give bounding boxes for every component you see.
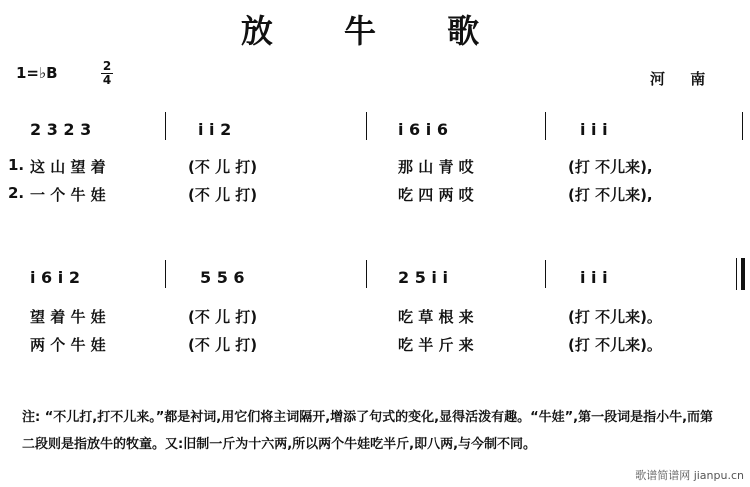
key-signature: 1=♭B (16, 64, 58, 82)
barline (165, 112, 166, 140)
barline (545, 260, 546, 288)
song-title: 放 牛 歌 (240, 12, 510, 50)
s1-measure4-notes: i i i (580, 120, 608, 139)
s2-measure4-notes: i i i (580, 268, 608, 287)
verse1-number: 1. (8, 156, 25, 174)
barline (165, 260, 166, 288)
barline (545, 112, 546, 140)
s2-v2-m3: 吃 半 斤 来 (398, 336, 474, 354)
s1-measure2-notes: i i 2 (198, 120, 232, 139)
final-barline-thin (736, 258, 737, 290)
s1-v1-m2: (不 儿 打) (188, 158, 258, 176)
verse2-number: 2. (8, 184, 25, 202)
time-signature-top: 2 (102, 59, 112, 73)
s1-v1-m3: 那 山 青 哎 (398, 158, 474, 176)
barline (742, 112, 743, 140)
time-signature (100, 60, 114, 87)
time-signature-bottom: 4 (102, 73, 112, 87)
watermark: 歌谱简谱网 jianpu.cn (635, 469, 744, 482)
s1-v1-m1: 这 山 望 着 (30, 158, 106, 176)
s1-v2-m4: (打 不儿来), (568, 186, 653, 204)
footnote: 注: “不儿打,打不儿来。”都是衬词,用它们将主词隔开,增添了句式的变化,显得活泼有趣。“牛娃”,第一段词是指小牛,而第二段则是指放牛的牧童。又:旧制一斤为十六两,所以两个牛娃吃半斤,即八两,与今制不同。 (22, 410, 714, 452)
s2-v2-m4: (打 不儿来)。 (568, 336, 662, 354)
s1-v1-m4: (打 不儿来), (568, 158, 653, 176)
s2-v1-m4: (打 不儿来)。 (568, 308, 662, 326)
s2-measure1-notes: i 6 i 2 (30, 268, 80, 287)
s2-v1-m1: 望 着 牛 娃 (30, 308, 106, 326)
s1-measure1-notes: 2 3 2 3 (30, 120, 92, 139)
s1-v2-m2: (不 儿 打) (188, 186, 258, 204)
barline (366, 112, 367, 140)
final-barline-thick (741, 258, 745, 290)
s2-v2-m2: (不 儿 打) (188, 336, 258, 354)
s2-v1-m2: (不 儿 打) (188, 308, 258, 326)
s2-v2-m1: 两 个 牛 娃 (30, 336, 106, 354)
s2-v1-m3: 吃 草 根 来 (398, 308, 474, 326)
s1-v2-m1: 一 个 牛 娃 (30, 186, 106, 204)
s1-measure3-notes: i 6 i 6 (398, 120, 448, 139)
s2-measure3-notes: 2 5 i i (398, 268, 448, 287)
barline (366, 260, 367, 288)
s2-measure2-notes: 5 5 6 (200, 268, 245, 287)
origin-label: 河 南 (650, 70, 716, 88)
s1-v2-m3: 吃 四 两 哎 (398, 186, 474, 204)
